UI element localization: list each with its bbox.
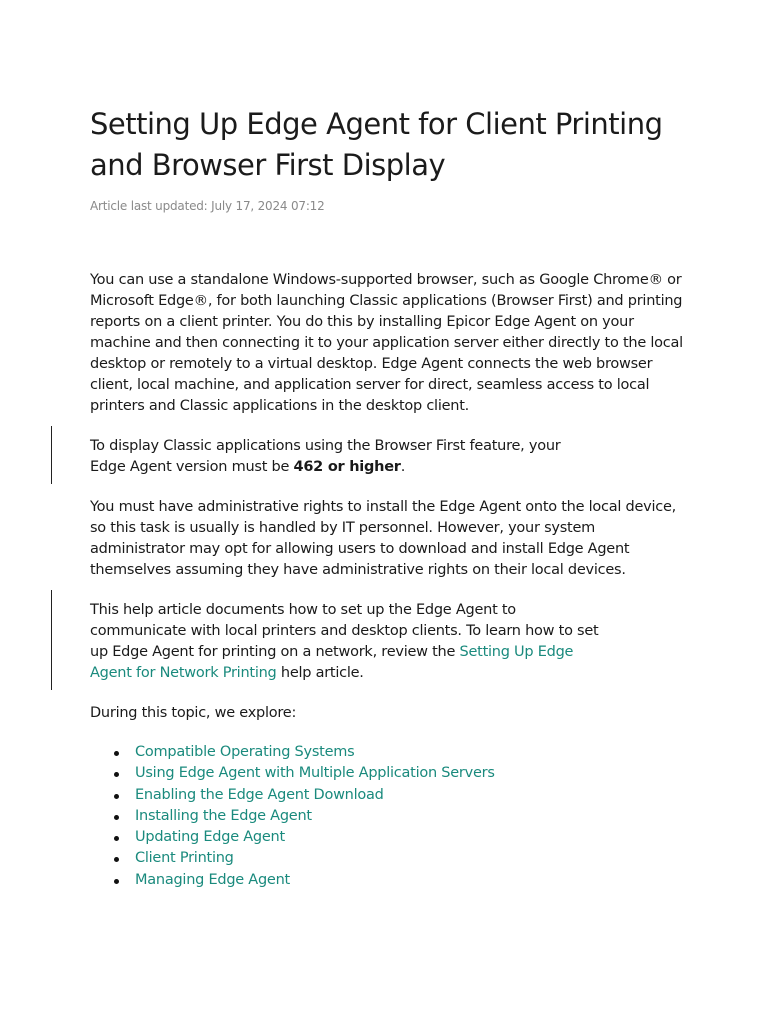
toc-link-enabling-download[interactable]: Enabling the Edge Agent Download — [135, 786, 384, 803]
list-item — [90, 848, 690, 869]
list-item — [90, 827, 690, 848]
page-title: Setting Up Edge Agent for Client Printing and Browser First Display — [90, 107, 663, 182]
intro-paragraph: You can use a standalone Windows-supported browser, such as Google Chrome® or Microsoft Edge®, for both launching Classic applications (Browser First) and printing reports on a client printer. You do this by installing Epicor Edge Agent on your machine and then connecting it to your application server either directly to the local desktop or remotely to a virtual desktop. Edge Agent connects the web browser client, local machine, and application server for direct, seamless access to local printers and Classic applications in the desktop client. — [90, 272, 683, 414]
help-note-paragraph — [90, 600, 600, 684]
admin-note-paragraph: You must have administrative rights to install the Edge Agent onto the local device, so this task is usually is handled by IT personnel. However, your system administrator may opt for allowing users to download and install Edge Agent themselves assuming they have administrative rights on their local devices. — [90, 499, 677, 578]
toc-link-compatible-os[interactable]: Compatible Operating Systems — [135, 744, 355, 760]
network-printing-link[interactable]: Setting Up Edge Agent for Network Printing — [90, 644, 574, 681]
list-item — [90, 785, 690, 806]
list-item — [90, 806, 690, 827]
toc-link-managing[interactable]: Managing Edge Agent — [135, 871, 290, 888]
version-note-paragraph — [90, 436, 600, 478]
list-item — [90, 742, 690, 763]
version-note-end: . — [400, 459, 406, 475]
list-item — [90, 870, 690, 891]
toc-link-updating[interactable]: Updating Edge Agent — [135, 829, 285, 846]
list-item — [90, 763, 690, 784]
toc-link-multiple-servers[interactable]: Using Edge Agent with Multiple Application Servers — [135, 765, 495, 782]
version-requirement: 462 or higher — [293, 459, 401, 475]
toc-link-client-printing[interactable]: Client Printing — [135, 850, 234, 867]
article — [90, 104, 690, 891]
version-note-text: To display Classic applications using the Browser First feature, your Edge Agent version must be — [90, 438, 561, 475]
help-note-text: This help article documents how to set up the Edge Agent to communicate with local printers and desktop clients. To learn how to set up Edge Agent for printing on a network, review the — [90, 602, 599, 660]
help-note-end: help article. — [276, 665, 364, 681]
toc-link-installing[interactable]: Installing the Edge Agent — [135, 807, 312, 824]
last-updated-text: Article last updated: July 17, 2024 07:12 — [90, 199, 325, 213]
topic-list — [90, 742, 690, 891]
toc-intro: During this topic, we explore: — [90, 705, 297, 721]
